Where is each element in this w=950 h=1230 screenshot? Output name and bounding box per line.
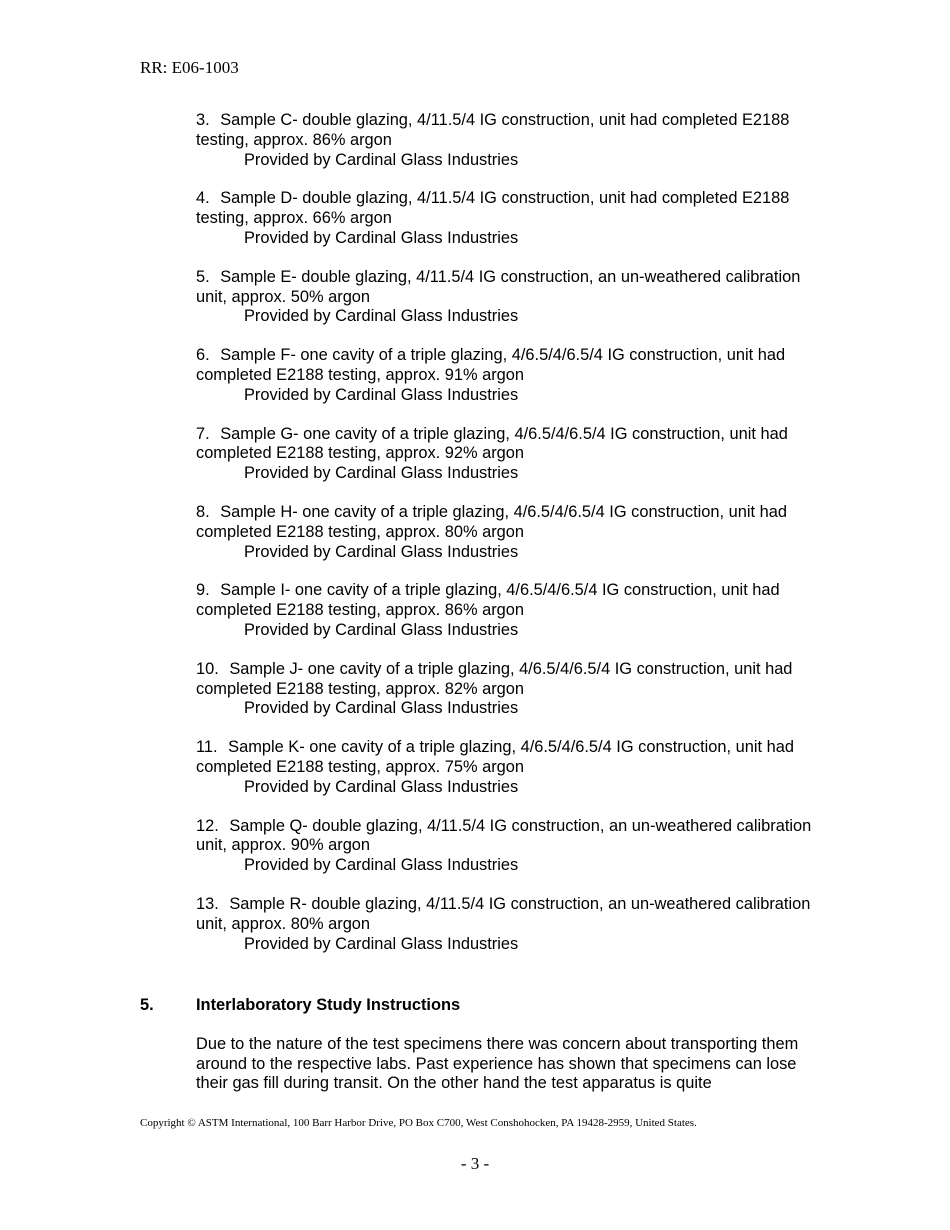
item-number: 13. <box>196 894 219 913</box>
sample-item <box>196 268 826 327</box>
section-5 <box>140 996 840 1094</box>
sample-item <box>196 581 826 640</box>
sample-item <box>196 346 826 405</box>
sample-item <box>196 111 826 170</box>
item-provider: Provided by Cardinal Glass Industries <box>244 699 519 718</box>
item-number: 5. <box>196 267 210 286</box>
sample-item <box>196 895 826 954</box>
item-provider: Provided by Cardinal Glass Industries <box>244 385 519 404</box>
section-heading <box>140 996 840 1016</box>
copyright-footer: Copyright © ASTM International, 100 Barr Harbor Drive, PO Box C700, West Conshohocken, PA 19428-2959, United States. <box>140 1117 697 1129</box>
item-provider: Provided by Cardinal Glass Industries <box>244 228 519 247</box>
item-number: 4. <box>196 189 210 208</box>
sample-item <box>196 425 826 484</box>
page-number: - 3 - <box>460 1154 490 1173</box>
sample-item <box>196 738 826 797</box>
item-text: Sample K- one cavity of a triple glazing, 4/6.5/4/6.5/4 IG construction, unit had completed E2188 testing, approx. 75% argon <box>196 738 794 776</box>
item-number: 9. <box>196 581 210 600</box>
sample-item <box>196 817 826 876</box>
item-number: 10. <box>196 659 219 678</box>
item-provider: Provided by Cardinal Glass Industries <box>244 856 519 875</box>
item-provider: Provided by Cardinal Glass Industries <box>244 777 519 796</box>
item-number: 6. <box>196 346 210 365</box>
section-body: Due to the nature of the test specimens there was concern about transporting them around to the respective labs. Past experience has shown that specimens can lose their gas fill during transit. On the other hand the test apparatus is quite <box>196 1034 799 1093</box>
item-text: Sample H- one cavity of a triple glazing, 4/6.5/4/6.5/4 IG construction, unit had completed E2188 testing, approx. 80% argon <box>196 502 787 541</box>
sample-item <box>196 660 826 719</box>
sample-item <box>196 189 826 248</box>
item-text: Sample D- double glazing, 4/11.5/4 IG construction, unit had completed E2188 testing, approx. 66% argon <box>196 189 790 228</box>
item-provider: Provided by Cardinal Glass Industries <box>244 542 519 561</box>
item-text: Sample E- double glazing, 4/11.5/4 IG construction, an un-weathered calibration unit, approx. 50% argon <box>196 267 801 306</box>
section-title: Interlaboratory Study Instructions <box>196 996 461 1014</box>
item-provider: Provided by Cardinal Glass Industries <box>244 307 519 326</box>
item-provider: Provided by Cardinal Glass Industries <box>244 150 519 169</box>
item-provider: Provided by Cardinal Glass Industries <box>244 620 519 639</box>
item-text: Sample F- one cavity of a triple glazing, 4/6.5/4/6.5/4 IG construction, unit had completed E2188 testing, approx. 91% argon <box>196 346 786 384</box>
item-number: 3. <box>196 111 210 129</box>
item-text: Sample J- one cavity of a triple glazing, 4/6.5/4/6.5/4 IG construction, unit had completed E2188 testing, approx. 82% argon <box>196 659 793 698</box>
item-text: Sample I- one cavity of a triple glazing, 4/6.5/4/6.5/4 IG construction, unit had completed E2188 testing, approx. 86% argon <box>196 581 780 620</box>
item-number: 12. <box>196 816 219 835</box>
item-number: 8. <box>196 502 210 521</box>
item-text: Sample C- double glazing, 4/11.5/4 IG construction, unit had completed E2188 testing, approx. 86% argon <box>196 111 790 149</box>
item-number: 11. <box>196 738 218 757</box>
item-text: Sample G- one cavity of a triple glazing, 4/6.5/4/6.5/4 IG construction, unit had completed E2188 testing, approx. 92% argon <box>196 424 788 463</box>
report-id-header: RR: E06-1003 <box>140 58 239 77</box>
section-number: 5. <box>140 996 154 1014</box>
item-text: Sample R- double glazing, 4/11.5/4 IG construction, an un-weathered calibration unit, approx. 80% argon <box>196 894 811 933</box>
sample-list <box>196 111 826 973</box>
item-number: 7. <box>196 424 210 443</box>
sample-item <box>196 503 826 562</box>
item-text: Sample Q- double glazing, 4/11.5/4 IG construction, an un-weathered calibration unit, approx. 90% argon <box>196 816 812 855</box>
item-provider: Provided by Cardinal Glass Industries <box>244 934 519 953</box>
item-provider: Provided by Cardinal Glass Industries <box>244 464 519 483</box>
